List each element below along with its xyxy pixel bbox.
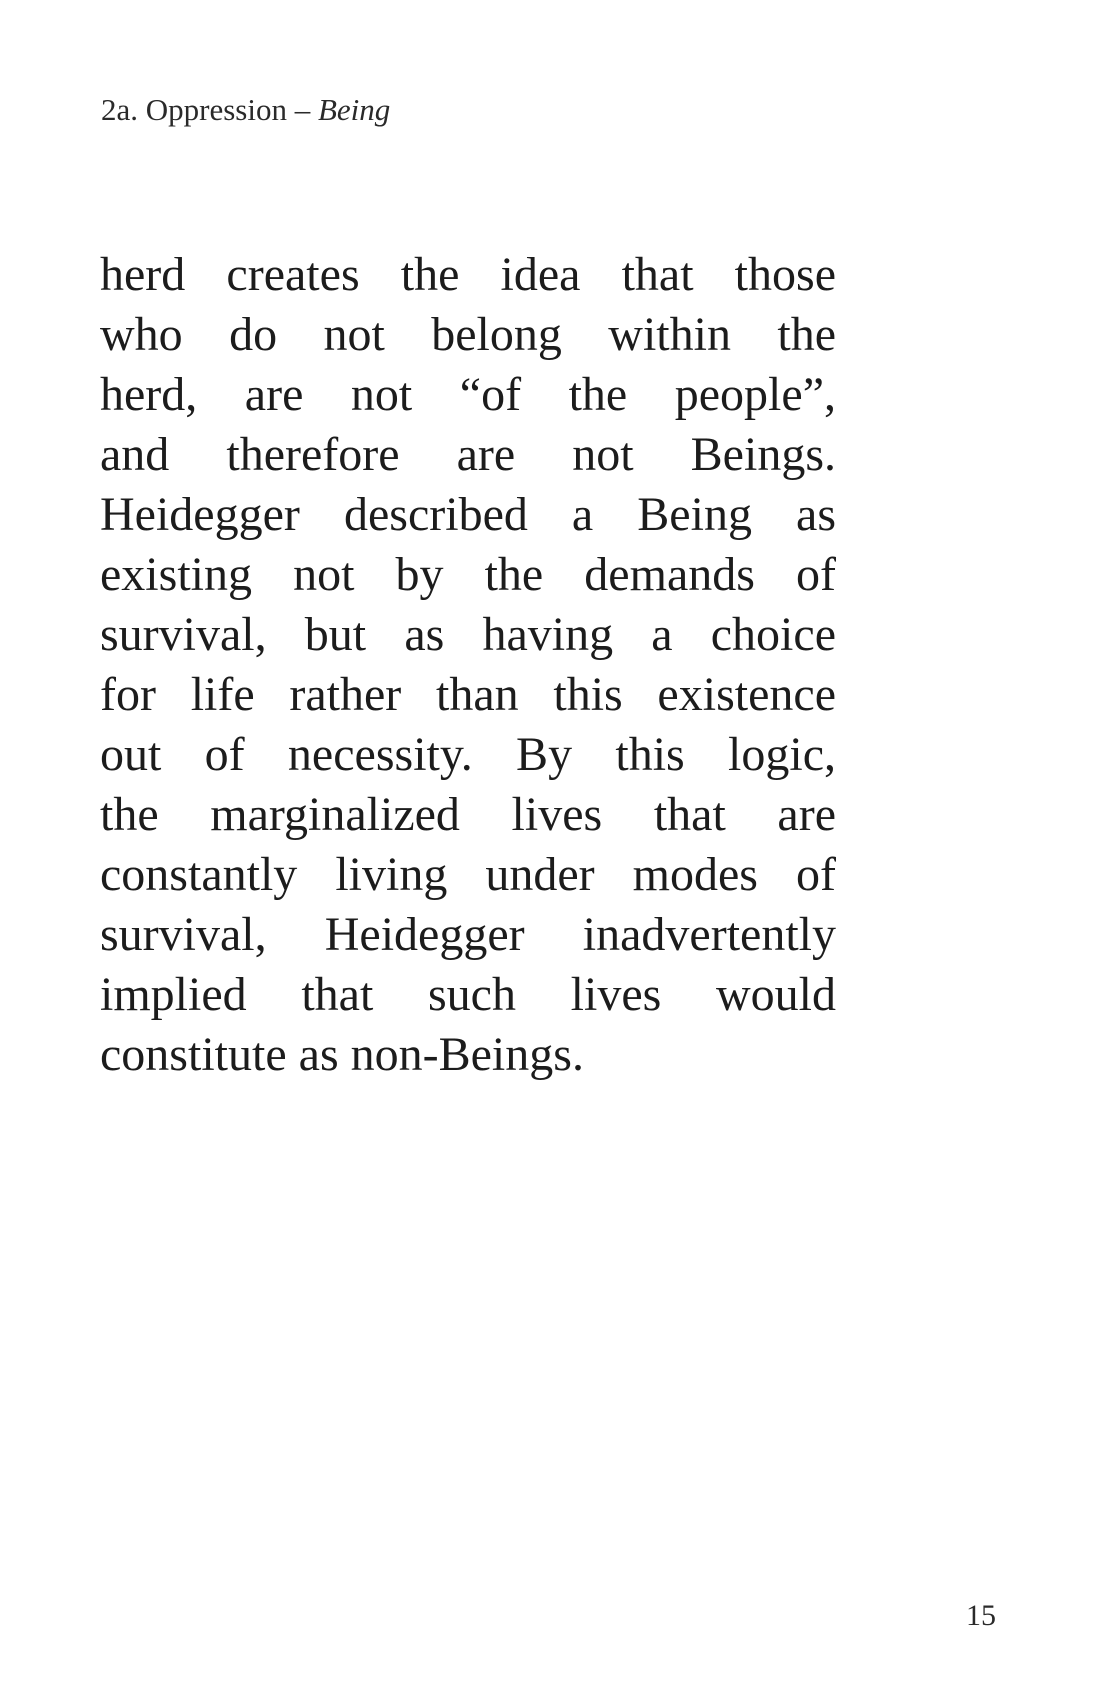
body-line: and therefore are not Beings. [100, 428, 836, 481]
body-line: survival, but as having a choice [100, 608, 836, 661]
running-header [101, 90, 390, 130]
body-line: for life rather than this existence [100, 668, 836, 721]
header-topic-label: Being [317, 92, 391, 127]
body-line: Heidegger described a Being as [100, 488, 836, 541]
body-line-last: constitute as non-Beings. [100, 1028, 584, 1081]
body-line: who do not belong within the [100, 308, 836, 361]
body-line: out of necessity. By this logic, [100, 728, 836, 781]
header-section-label: 2a. Oppression – [101, 92, 318, 127]
body-line: herd, are not “of the people”, [100, 368, 836, 421]
body-line: survival, Heidegger inadvertently [100, 908, 836, 961]
body-line: constantly living under modes of [100, 848, 836, 901]
page-number: 15 [966, 1599, 996, 1632]
body-paragraph [100, 245, 836, 1085]
body-line: the marginalized lives that are [100, 788, 836, 841]
body-line: existing not by the demands of [100, 548, 836, 601]
body-line: herd creates the idea that those [100, 248, 836, 301]
body-line: implied that such lives would [100, 968, 836, 1021]
